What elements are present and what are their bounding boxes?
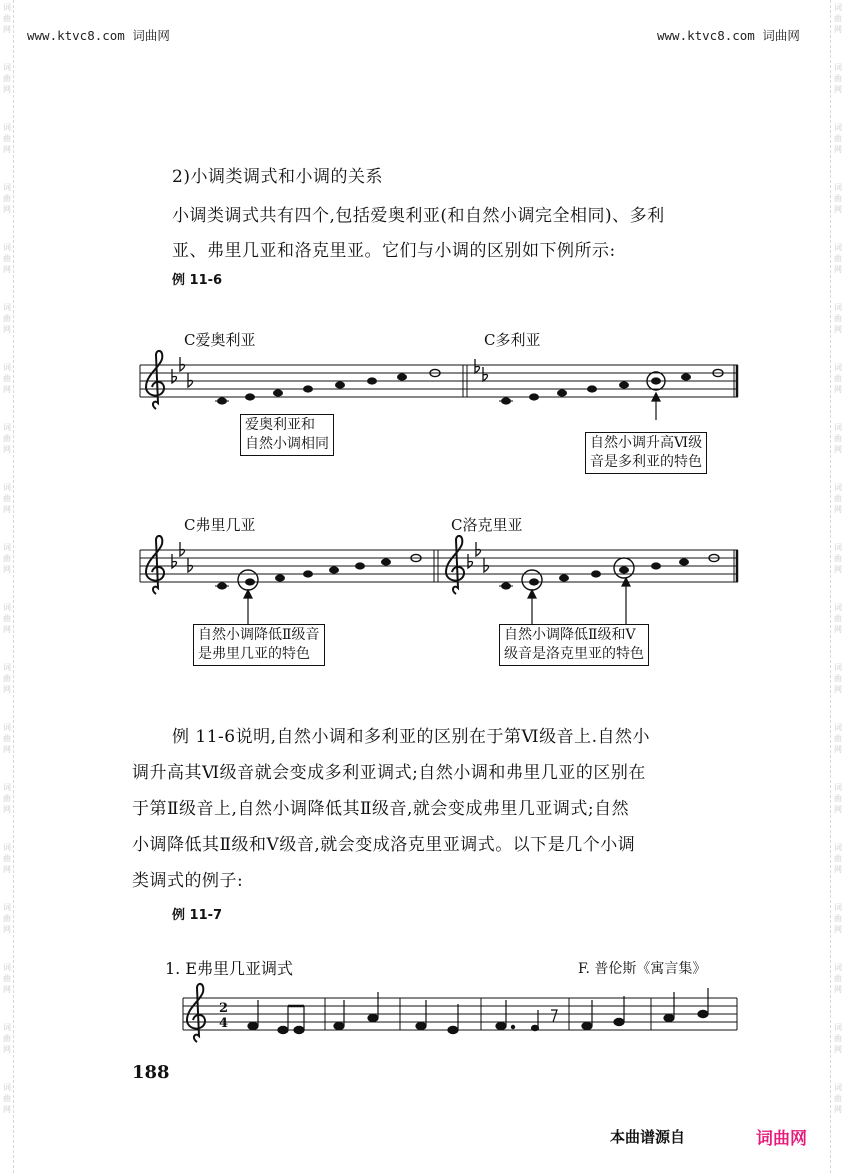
side-watermark: 词 曲 网 [834,243,842,274]
left-watermark-strip [0,0,14,1173]
mode-title-locrian: C洛克里亚 [451,516,523,534]
side-watermark: 词 曲 网 [3,243,11,274]
side-watermark: 词 曲 网 [3,843,11,874]
page-number: 188 [132,1062,170,1083]
treble-clef-icon [146,536,464,594]
svg-text:4: 4 [219,1016,229,1031]
right-watermark-strip [830,0,844,1173]
note-box-phrygian: 自然小调降低Ⅱ级音 是弗里几亚的特色 [193,624,325,666]
music-staff-aeolian-dorian [130,345,742,420]
mode-title-dorian: C多利亚 [484,331,541,349]
footer-source-text: 本曲谱源自 [610,1128,686,1146]
side-watermark: 词 曲 网 [834,363,842,394]
treble-clef-icon [187,984,205,1042]
footer-site-logo[interactable]: 词曲网 [756,1129,807,1149]
side-watermark: 词 曲 网 [834,423,842,454]
side-watermark: 词 曲 网 [834,963,842,994]
explanation-line-3: 于第Ⅱ级音上,自然小调降低其Ⅱ级音,就会变成弗里几亚调式;自然 [132,799,630,819]
scale-notes [215,369,723,404]
side-watermark: 词 曲 网 [3,783,11,814]
arrow-icon [244,578,630,625]
side-watermark: 词 曲 网 [834,843,842,874]
intro-line-2: 亚、弗里几亚和洛克里亚。它们与小调的区别如下例所示: [172,241,616,261]
side-watermark: 词 曲 网 [3,723,11,754]
side-watermark: 词 曲 网 [3,1083,11,1114]
music-example-credit: F. 普伦斯《寓言集》 [578,961,707,977]
side-watermark: 词 曲 网 [834,483,842,514]
side-watermark: 词 曲 网 [834,723,842,754]
side-watermark: 词 曲 网 [834,663,842,694]
side-watermark: 词 曲 网 [3,303,11,334]
side-watermark: 词 曲 网 [3,963,11,994]
side-watermark: 词 曲 网 [834,183,842,214]
key-signature-icon [172,542,489,572]
side-watermark: 词 曲 网 [834,543,842,574]
side-watermark: 词 曲 网 [3,183,11,214]
section-heading: 2)小调类调式和小调的关系 [172,167,383,187]
side-watermark: 词 曲 网 [834,603,842,634]
side-watermark: 词 曲 网 [834,1023,842,1054]
example-label: 例 11-6 [172,273,223,288]
side-watermark: 词 曲 网 [3,663,11,694]
side-watermark: 词 曲 网 [834,1083,842,1114]
side-watermark: 词 曲 网 [3,363,11,394]
side-watermark: 词 曲 网 [3,903,11,934]
side-watermark: 词 曲 网 [3,63,11,94]
svg-text:2: 2 [219,1001,229,1016]
side-watermark: 词 曲 网 [3,543,11,574]
music-staff-e-phrygian [175,980,743,1045]
side-watermark: 词 曲 网 [3,603,11,634]
header-watermark-right: www.ktvc8.com 词曲网 [657,28,800,43]
side-watermark: 词 曲 网 [834,783,842,814]
explanation-line-2: 调升高其Ⅵ级音就会变成多利亚调式;自然小调和弗里几亚的区别在 [132,763,646,783]
time-signature-icon [219,1001,228,1031]
side-watermark: 词 曲 网 [834,3,842,34]
explanation-line-4: 小调降低其Ⅱ级和Ⅴ级音,就会变成洛克里亚调式。以下是几个小调 [132,835,636,855]
note-box-dorian: 自然小调升高Ⅵ级 音是多利亚的特色 [585,432,707,474]
side-watermark: 词 曲 网 [3,123,11,154]
side-watermark: 词 曲 网 [3,3,11,34]
melody-notes [248,988,708,1034]
side-watermark: 词 曲 网 [834,303,842,334]
mode-title-aeolian: C爱奥利亚 [184,331,256,349]
header-watermark-left: www.ktvc8.com 词曲网 [27,28,170,43]
side-watermark: 词 曲 网 [834,903,842,934]
explanation-line-1: 例 11-6说明,自然小调和多利亚的区别在于第Ⅵ级音上.自然小 [172,727,651,747]
intro-line-1: 小调类调式共有四个,包括爱奥利亚(和自然小调完全相同)、多利 [172,206,665,226]
treble-clef-icon [146,351,164,409]
side-watermark: 词 曲 网 [834,123,842,154]
scale-notes [215,554,719,590]
music-example-title: 1. E弗里几亚调式 [165,959,294,978]
mode-title-phrygian: C弗里几亚 [184,516,256,534]
side-watermark: 词 曲 网 [3,423,11,454]
side-watermark: 词 曲 网 [3,483,11,514]
note-box-aeolian: 爱奥利亚和 自然小调相同 [240,414,334,456]
explanation-line-5: 类调式的例子: [132,871,244,891]
side-watermark: 词 曲 网 [3,1023,11,1054]
note-box-locrian: 自然小调降低Ⅱ级和Ⅴ 级音是洛克里亚的特色 [499,624,649,666]
side-watermark: 词 曲 网 [834,63,842,94]
music-staff-phrygian-locrian [130,530,742,625]
example-label: 例 11-7 [172,908,223,923]
